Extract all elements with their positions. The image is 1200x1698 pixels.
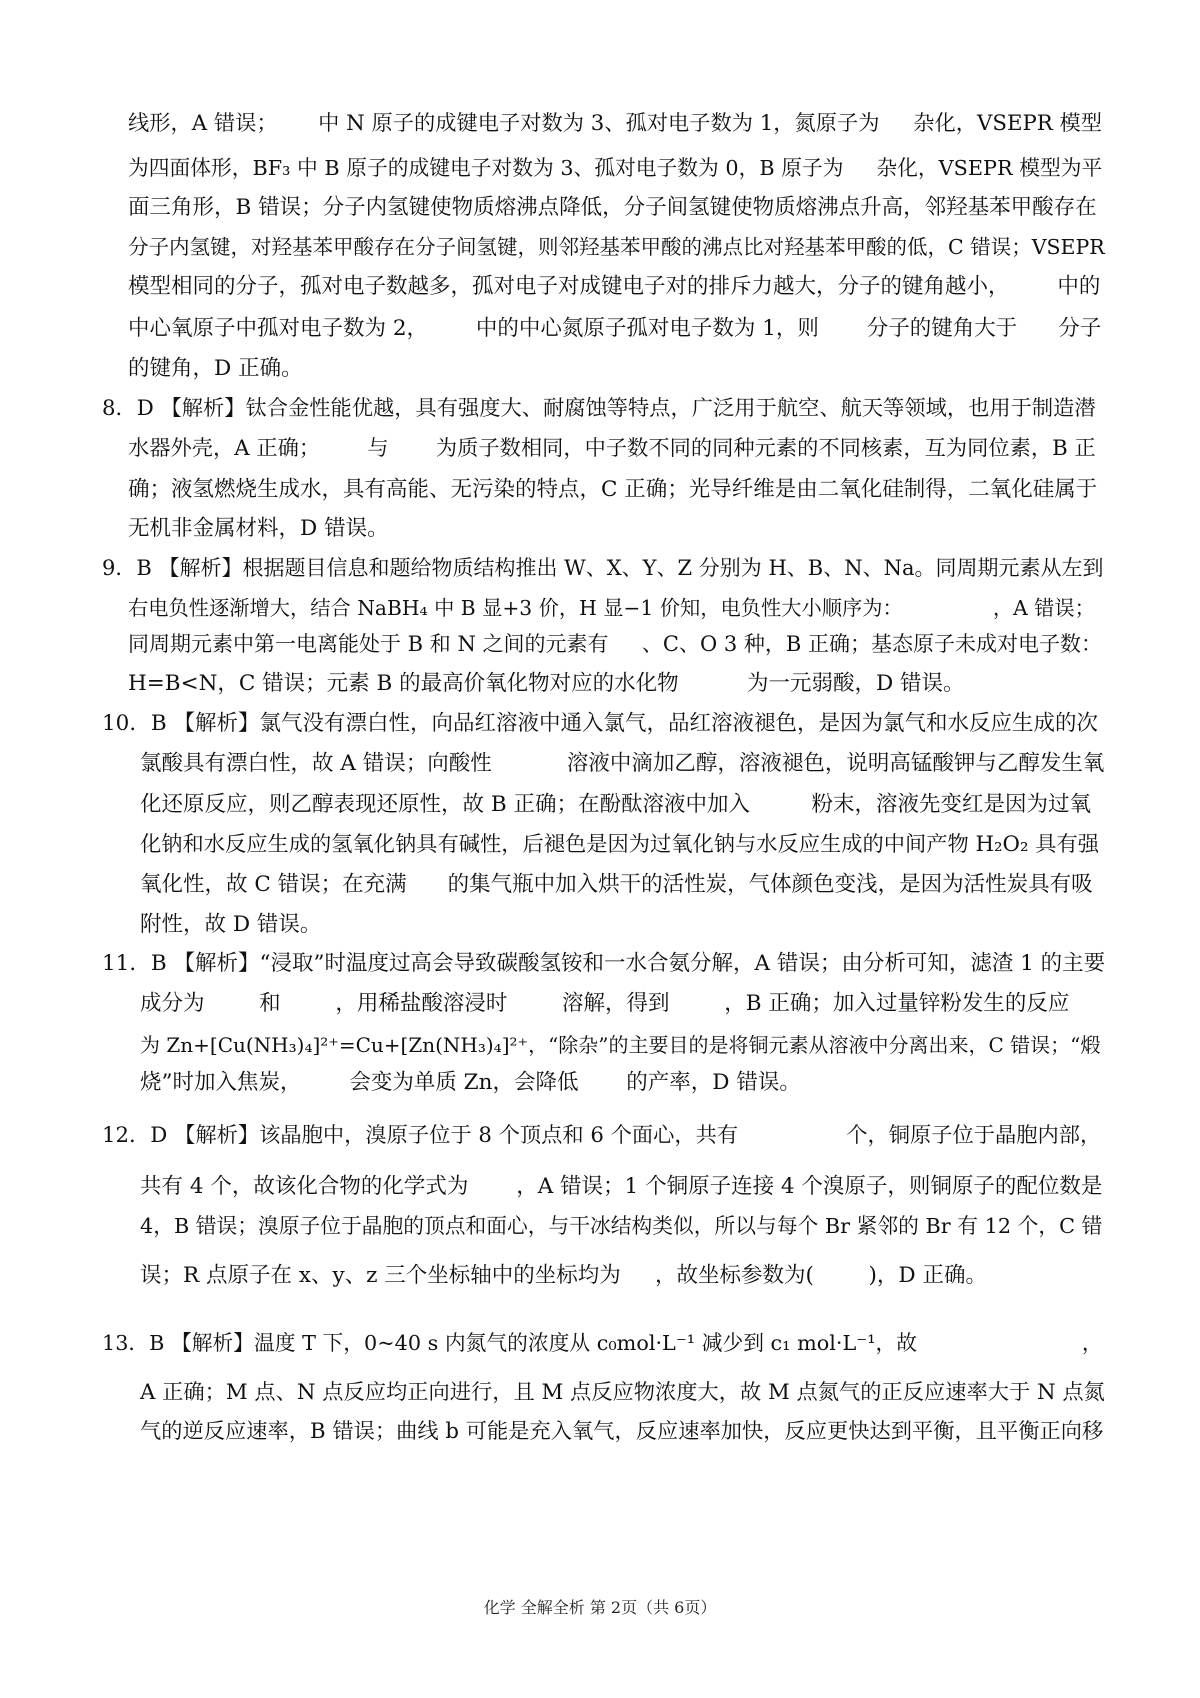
line: 确；液氢燃烧生成水，具有高能、无污染的特点，C 正确；光导纤维是由二氧化硅制得，二氧化硅属于 [128, 477, 1098, 502]
line: 气的逆反应速率，B 错误；曲线 b 可能是充入氧气，反应速率加快，反应更快达到平衡，且平衡正向移 [140, 1419, 1104, 1444]
line: 4，B 错误；溴原子位于晶胞的顶点和面心，与干冰结构类似，所以与每个 Br 紧邻的 Br 有 12 个，C 错 [140, 1214, 1103, 1238]
line: 面三角形，B 错误；分子内氢键使物质熔沸点降低，分子间氢键使物质熔沸点升高，邻羟基苯甲酸存在 [128, 195, 1097, 220]
line: 右电负性逐渐增大，结合 NaBH₄ 中 B 显+3 价，H 显−1 价知，电负性大小顺序为： ，A 错误； [128, 596, 1095, 620]
line: 为 Zn+[Cu(NH₃)₄]²⁺=Cu+[Zn(NH₃)₄]²⁺，“除杂”的主要目的是将铜元素从溶液中分离出来，C 错误；“煅 [140, 1033, 1101, 1057]
page-footer: 化学 全解全析 第 2页（共 6页） [483, 1598, 717, 1617]
line: 11．B 【解析】“浸取”时温度过高会导致碳酸氢铵和一水合氨分解，A 错误；由分析可知，滤渣 1 的主要 [102, 951, 1106, 976]
line: 12．D 【解析】该晶胞中，溴原子位于 8 个顶点和 6 个面心，共有 个，铜原子位于晶胞内部， [102, 1123, 1102, 1148]
line: 的键角，D 正确。 [128, 356, 303, 381]
line: 模型相同的分子，孤对电子数越多，孤对电子对成键电子对的排斥力越大，分子的键角越小， 中的 [128, 274, 1101, 299]
line: 烧”时加入焦炭， 会变为单质 Zn，会降低 的产率，D 错误。 [140, 1070, 801, 1095]
line: 线形，A 错误； 中 N 原子的成键电子对数为 3、孤对电子数为 1，氮原子为 杂化，VSEPR 模型 [128, 111, 1103, 136]
line: 分子内氢键，对羟基苯甲酸存在分子间氢键，则邻羟基苯甲酸的沸点比对羟基苯甲酸的低，C 错误；VSEPR [128, 235, 1105, 259]
line: 中心氧原子中孤对电子数为 2， 中的中心氮原子孤对电子数为 1，则 分子的键角大于 分子 [128, 316, 1102, 341]
line: H=B<N，C 错误；元素 B 的最高价氧化物对应的水化物 为一元弱酸，D 错误。 [128, 671, 965, 696]
line: 10．B 【解析】氯气没有漂白性，向品红溶液中通入氯气，品红溶液褪色，是因为氯气和水反应生成的次 [102, 711, 1098, 736]
line: A 正确；M 点、N 点反应均正向进行，且 M 点反应物浓度大，故 M 点氮气的正反应速率大于 N 点氮 [140, 1380, 1105, 1405]
line: 误；R 点原子在 x、y、z 三个坐标轴中的坐标均为 ，故坐标参数为( )，D 正确。 [140, 1263, 987, 1288]
line: 同周期元素中第一电离能处于 B 和 N 之间的元素有 、C、O 3 种，B 正确；基态原子未成对电子数： [128, 632, 1102, 656]
line: 氧化性，故 C 错误；在充满 的集气瓶中加入烘干的活性炭，气体颜色变浅，是因为活性炭具有吸 [140, 872, 1093, 897]
line: 13．B 【解析】温度 T 下，0~40 s 内氮气的浓度从 c₀mol·L⁻¹ 减少到 c₁ mol·L⁻¹，故 ， [102, 1331, 1103, 1355]
line: 附性，故 D 错误。 [140, 912, 322, 937]
line: 9．B 【解析】根据题目信息和题给物质结构推出 W、X、Y、Z 分别为 H、B、N、Na。同周期元素从左到 [102, 556, 1104, 580]
line: 为四面体形，BF₃ 中 B 原子的成键电子对数为 3、孤对电子数为 0，B 原子为 杂化，VSEPR 模型为平 [128, 156, 1103, 180]
line: 共有 4 个，故该化合物的化学式为 ，A 错误；1 个铜原子连接 4 个溴原子，则铜原子的配位数是 [140, 1174, 1103, 1199]
line: 8．D 【解析】钛合金性能优越，具有强度大、耐腐蚀等特点，广泛用于航空、航天等领域，也用于制造潜 [102, 396, 1096, 421]
line: 化还原反应，则乙醇表现还原性，故 B 正确；在酚酞溶液中加入 粉末，溶液先变红是因为过氧 [140, 792, 1091, 817]
line: 化钠和水反应生成的氢氧化钠具有碱性，后褪色是因为过氧化钠与水反应生成的中间产物 H₂O₂ 具有强 [140, 832, 1100, 857]
line: 成分为 和 ，用稀盐酸溶浸时 溶解，得到 ，B 正确；加入过量锌粉发生的反应 [140, 991, 1070, 1016]
line: 水器外壳，A 正确； 与 为质子数相同，中子数不同的同种元素的不同核素，互为同位素，B 正 [128, 436, 1096, 461]
line: 氯酸具有漂白性，故 A 错误；向酸性 溶液中滴加乙醇，溶液褪色，说明高锰酸钾与乙醇发生氧 [140, 751, 1105, 776]
line: 无机非金属材料，D 错误。 [128, 516, 389, 541]
